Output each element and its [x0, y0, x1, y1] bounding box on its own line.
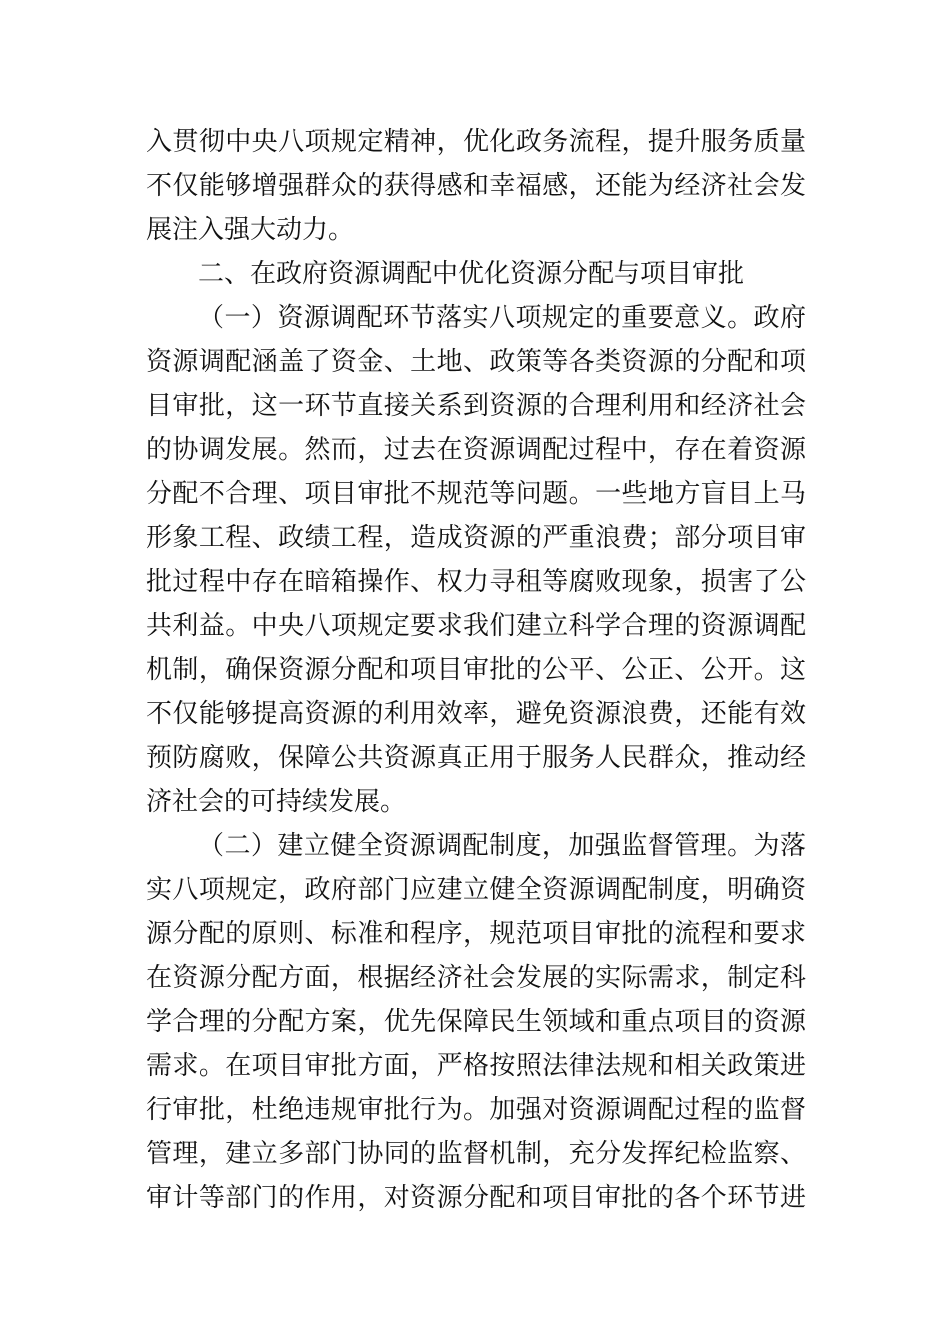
text-line: 分配不合理、项目审批不规范等问题。一些地方盲目上马	[146, 479, 806, 509]
text-line: 学合理的分配方案，优先保障民生领域和重点项目的资源	[146, 1007, 806, 1037]
text-line: 不仅能够提高资源的利用效率，避免资源浪费，还能有效	[146, 699, 806, 729]
text-line: 批过程中存在暗箱操作、权力寻租等腐败现象，损害了公	[146, 567, 806, 597]
subsection-heading-line: （一）资源调配环节落实八项规定的重要意义。政府	[198, 303, 806, 333]
text-line: 源分配的原则、标准和程序，规范项目审批的流程和要求	[146, 919, 806, 949]
text-line: 入贯彻中央八项规定精神，优化政务流程，提升服务质量	[146, 127, 806, 157]
text-line: 的协调发展。然而，过去在资源调配过程中，存在着资源	[146, 435, 806, 465]
text-line: 实八项规定，政府部门应建立健全资源调配制度，明确资	[146, 875, 806, 905]
text-line: 资源调配涵盖了资金、土地、政策等各类资源的分配和项	[146, 347, 806, 377]
text-line: 目审批，这一环节直接关系到资源的合理利用和经济社会	[146, 391, 806, 421]
text-line: 在资源分配方面，根据经济社会发展的实际需求，制定科	[146, 963, 806, 993]
text-line: 济社会的可持续发展。	[146, 787, 407, 817]
text-line: 展注入强大动力。	[146, 215, 355, 245]
section-heading: 二、在政府资源调配中优化资源分配与项目审批	[198, 259, 745, 289]
text-line: 形象工程、政绩工程，造成资源的严重浪费；部分项目审	[146, 523, 806, 553]
text-line: 机制，确保资源分配和项目审批的公平、公正、公开。这	[146, 655, 806, 685]
text-line: 预防腐败，保障公共资源真正用于服务人民群众，推动经	[146, 743, 806, 773]
text-line: 审计等部门的作用，对资源分配和项目审批的各个环节进	[146, 1183, 806, 1213]
text-line: 共利益。中央八项规定要求我们建立科学合理的资源调配	[146, 611, 806, 641]
text-line: 需求。在项目审批方面，严格按照法律法规和相关政策进	[146, 1051, 806, 1081]
subsection-heading-line: （二）建立健全资源调配制度，加强监督管理。为落	[198, 831, 806, 861]
text-line: 不仅能够增强群众的获得感和幸福感，还能为经济社会发	[146, 171, 806, 201]
text-line: 行审批，杜绝违规审批行为。加强对资源调配过程的监督	[146, 1095, 806, 1125]
text-line: 管理，建立多部门协同的监督机制，充分发挥纪检监察、	[146, 1139, 806, 1169]
body-text	[146, 120, 806, 1220]
